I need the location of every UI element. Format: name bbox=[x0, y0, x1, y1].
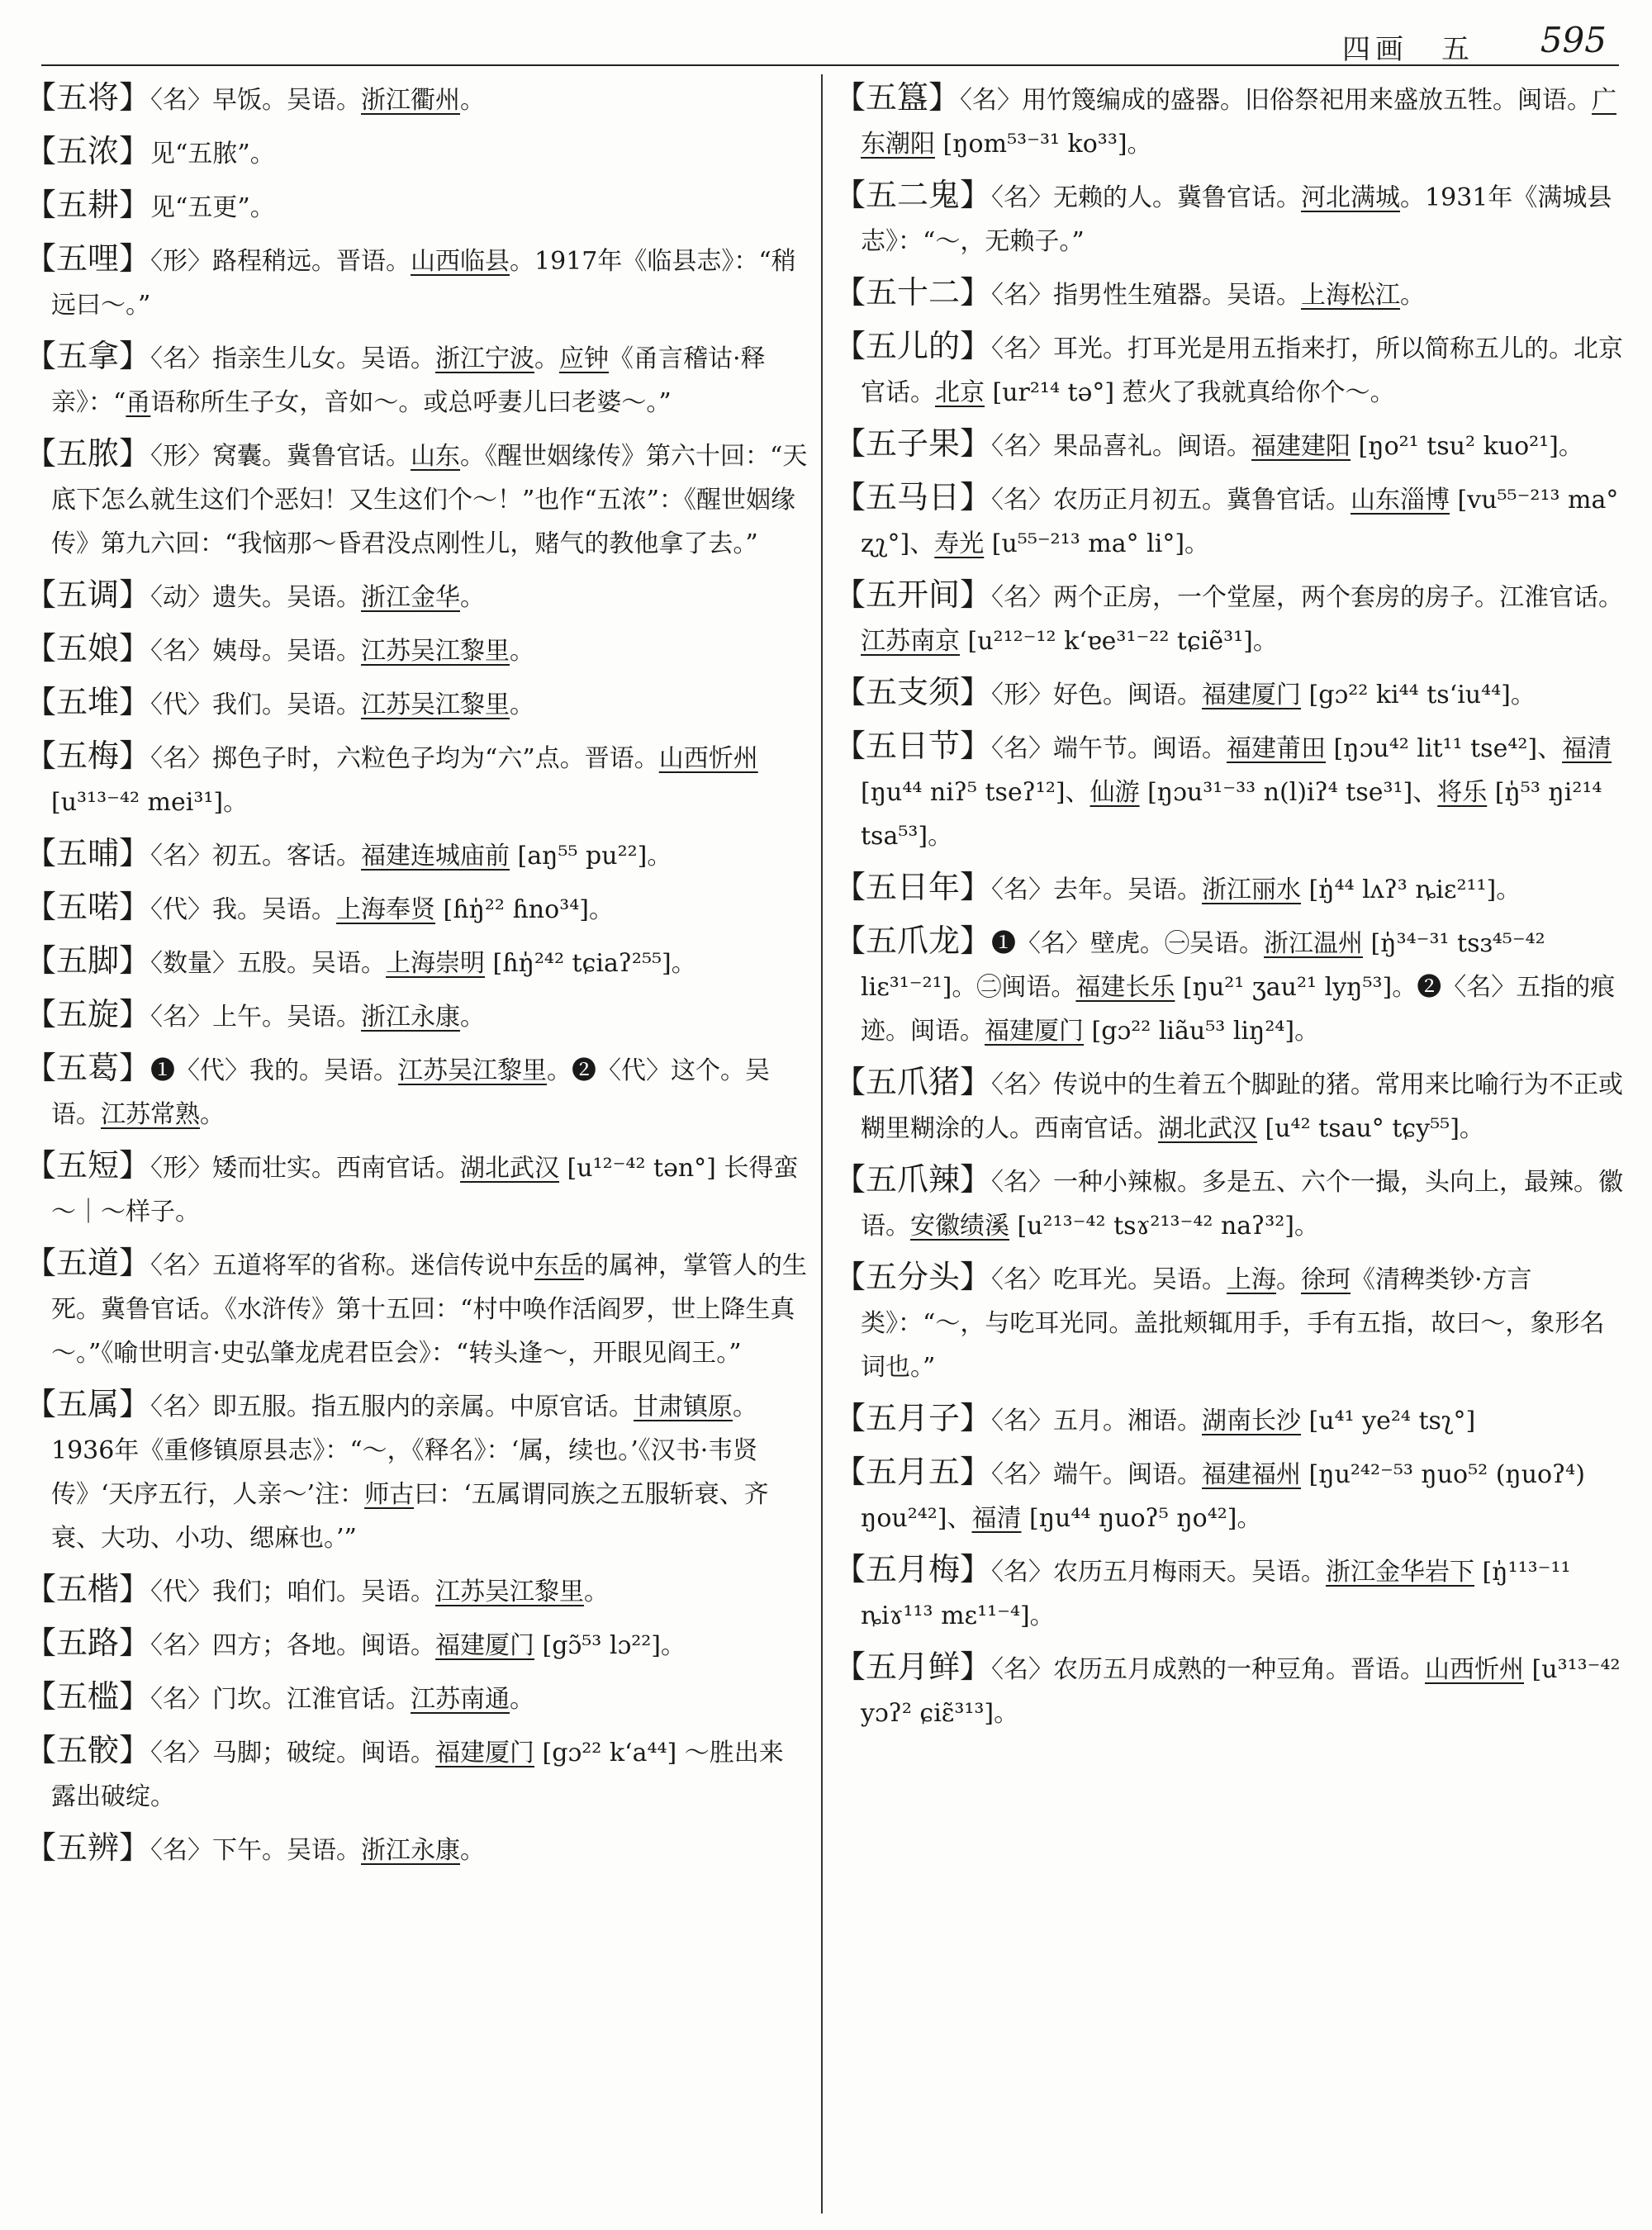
entry-definition: 〈名〉用竹篾编成的盛器。旧俗祭祀用来盛放五牲。闽语。广东潮阳 [ŋom⁵³⁻³¹ ko³³]。 bbox=[861, 86, 1617, 159]
entry-headword: 【五楷】 bbox=[25, 1571, 151, 1607]
dictionary-entry bbox=[25, 76, 808, 122]
entry-headword: 【五簋】 bbox=[834, 79, 961, 116]
entry-headword: 【五调】 bbox=[25, 576, 151, 613]
entry-headword: 【五爪猪】 bbox=[834, 1064, 992, 1100]
entry-headword: 【五辨】 bbox=[25, 1829, 151, 1866]
entry-definition: 〈代〉我们；咱们。吴语。江苏吴江黎里。 bbox=[150, 1578, 610, 1606]
entry-headword: 【五梅】 bbox=[25, 738, 151, 774]
entry-definition: 〈名〉端午节。闽语。福建莆田 [ŋɔu⁴² lit¹¹ tse⁴²]、福清 [ŋu⁴⁴ niʔ⁵ tseʔ¹²]、仙游 [ŋɔu³¹⁻³³ n(l)iʔ⁴ tse³¹]、将乐 [ŋ̍⁵³ ŋi²¹⁴ tsa⁵³]。 bbox=[861, 734, 1612, 851]
entry-definition: 〈名〉门坎。江淮官话。江苏南通。 bbox=[150, 1685, 535, 1714]
entry-definition: 〈名〉一种小辣椒。多是五、六个一撮，头向上，最辣。徽语。安徽绩溪 [u²¹³⁻⁴² tsɤ²¹³⁻⁴² naʔ³²]。 bbox=[861, 1168, 1624, 1241]
entry-headword: 【五浓】 bbox=[25, 133, 151, 169]
entry-headword: 【五日年】 bbox=[834, 869, 992, 905]
entry-headword: 【五将】 bbox=[25, 79, 151, 116]
entry-definition: 〈名〉农历五月成熟的一种豆角。晋语。山西忻州 [u³¹³⁻⁴² yɔʔ² ɕiɛ̃³¹³]。 bbox=[861, 1655, 1621, 1728]
dictionary-entry bbox=[834, 1255, 1627, 1389]
entry-definition: 〈名〉上午。吴语。浙江永康。 bbox=[150, 1003, 486, 1032]
entry-headword: 【五马日】 bbox=[834, 479, 992, 515]
entry-headword: 【五爪辣】 bbox=[834, 1161, 992, 1198]
entry-headword: 【五爪龙】 bbox=[834, 923, 992, 959]
entry-headword: 【五骹】 bbox=[25, 1732, 151, 1768]
entry-definition: 〈名〉果品喜礼。闽语。福建建阳 [ŋo²¹ tsu² kuo²¹]。 bbox=[991, 432, 1583, 461]
entry-definition: 〈代〉我们。吴语。江苏吴江黎里。 bbox=[150, 690, 535, 719]
entry-headword: 【五儿的】 bbox=[834, 328, 992, 364]
entry-headword: 【五开间】 bbox=[834, 576, 992, 613]
dictionary-entry bbox=[25, 681, 808, 727]
dictionary-entry bbox=[25, 734, 808, 824]
entry-headword: 【五支须】 bbox=[834, 674, 992, 710]
dictionary-entry bbox=[834, 325, 1627, 415]
dictionary-entry bbox=[834, 919, 1627, 1053]
dictionary-entry bbox=[834, 1060, 1627, 1151]
entry-definition: 〈动〉遗失。吴语。浙江金华。 bbox=[150, 583, 486, 612]
entry-headword: 【五二鬼】 bbox=[834, 177, 992, 213]
dictionary-entry bbox=[25, 432, 808, 566]
dictionary-entry bbox=[834, 573, 1627, 663]
entry-headword: 【五属】 bbox=[25, 1386, 151, 1422]
dictionary-entry bbox=[25, 627, 808, 673]
entry-definition: 〈名〉去年。吴语。浙江丽水 [ŋ̍⁴⁴ lʌʔ³ ȵiɛ²¹¹]。 bbox=[991, 875, 1521, 904]
entry-definition: 〈名〉早饭。吴语。浙江衢州。 bbox=[150, 86, 486, 115]
entry-definition: 〈名〉传说中的生着五个脚趾的猪。常用来比喻行为不正或糊里糊涂的人。西南官话。湖北武汉 [u⁴² tsau° tɕy⁵⁵]。 bbox=[861, 1070, 1624, 1143]
dictionary-entry bbox=[834, 1158, 1627, 1248]
dictionary-entry bbox=[25, 1675, 808, 1721]
entry-definition: 〈名〉即五服。指五服内的亲属。中原官话。甘肃镇原。1936年《重修镇原县志》：“～，《释名》：‘属，续也。’《汉书·韦贤传》‘天序五行，人亲～’注：师古曰：‘五属谓同族之五服斩衰、齐衰、大功、小功、缌麻也。’” bbox=[51, 1393, 769, 1553]
entry-headword: 【五脓】 bbox=[25, 435, 151, 472]
entry-definition: 〈名〉四方；各地。闽语。福建厦门 [gɔ̃⁵³ lɔ²²]。 bbox=[150, 1631, 686, 1660]
dictionary-entry bbox=[834, 1548, 1627, 1638]
left-column bbox=[25, 76, 808, 2230]
right-column bbox=[834, 76, 1627, 2230]
entry-headword: 【五旋】 bbox=[25, 996, 151, 1032]
dictionary-entry bbox=[834, 476, 1627, 566]
entry-headword: 【五月五】 bbox=[834, 1454, 992, 1490]
entry-definition: 〈名〉无赖的人。冀鲁官话。河北满城。1931年《满城县志》：“～，无赖子。” bbox=[861, 183, 1612, 256]
entry-definition: 〈形〉好色。闽语。福建厦门 [gɔ²² ki⁴⁴ tsʻiu⁴⁴]。 bbox=[991, 681, 1536, 709]
entry-headword: 【五晡】 bbox=[25, 835, 151, 871]
entry-headword: 【五喏】 bbox=[25, 889, 151, 925]
entry-definition: 〈形〉路程稍远。晋语。山西临县。1917年《临县志》：“稍远曰～。” bbox=[51, 247, 796, 320]
entry-definition: 〈名〉农历正月初五。冀鲁官话。山东淄博 [vu⁵⁵⁻²¹³ ma° ʐʅ°]、寿光 [u⁵⁵⁻²¹³ ma° li°]。 bbox=[861, 486, 1619, 558]
entry-definition: 〈形〉矮而壮实。西南官话。湖北武汉 [u¹²⁻⁴² tən°] 长得蛮～｜～样子。 bbox=[51, 1154, 799, 1226]
entry-headword: 【五哩】 bbox=[25, 240, 151, 277]
page-header bbox=[0, 18, 1652, 68]
dictionary-entry bbox=[834, 671, 1627, 717]
dictionary-entry bbox=[834, 866, 1627, 912]
dictionary-entry bbox=[25, 885, 808, 932]
entry-definition: 〈名〉姨母。吴语。江苏吴江黎里。 bbox=[150, 637, 535, 666]
dictionary-entry bbox=[25, 1621, 808, 1668]
dictionary-entry bbox=[25, 1568, 808, 1614]
dictionary-entry bbox=[25, 1144, 808, 1234]
dictionary-entry bbox=[834, 1397, 1627, 1443]
dictionary-entry bbox=[25, 573, 808, 619]
dictionary-entry bbox=[25, 130, 808, 176]
dictionary-entry bbox=[25, 832, 808, 878]
entry-definition: 〈名〉农历五月梅雨天。吴语。浙江金华岩下 [ŋ̍¹¹³⁻¹¹ ȵiɤ¹¹³ mɛ¹¹⁻⁴]。 bbox=[861, 1558, 1571, 1630]
entry-definition: 见“五脓”。 bbox=[150, 140, 275, 168]
entry-headword: 【五耕】 bbox=[25, 187, 151, 223]
entry-definition: 〈名〉端午。闽语。福建福州 [ŋu²⁴²⁻⁵³ ŋuo⁵² (ŋuoʔ⁴) ŋou²⁴²]、福清 [ŋu⁴⁴ ŋuoʔ⁵ ŋo⁴²]。 bbox=[861, 1460, 1585, 1533]
entry-headword: 【五分头】 bbox=[834, 1259, 992, 1295]
entry-definition: 〈代〉我。吴语。上海奉贤 [ɦŋ̍²² ɦno³⁴]。 bbox=[150, 895, 614, 924]
entry-headword: 【五短】 bbox=[25, 1147, 151, 1184]
entry-definition: ❶〈代〉我的。吴语。江苏吴江黎里。❷〈代〉这个。吴语。江苏常熟。 bbox=[51, 1056, 771, 1129]
entry-definition: 〈名〉吃耳光。吴语。上海。徐珂《清稗类钞·方言类》：“～，与吃耳光同。盖批颊辄用手，手有五指，故曰～，象形名词也。” bbox=[861, 1265, 1605, 1382]
entry-headword: 【五拿】 bbox=[25, 338, 151, 374]
entry-headword: 【五十二】 bbox=[834, 274, 992, 311]
entry-headword: 【五脚】 bbox=[25, 942, 151, 979]
entry-definition: 〈形〉窝囊。冀鲁官话。山东。《醒世姻缘传》第六十回：“天底下怎么就生这们个恶妇！又生这们个～！”也作“五浓”：《醒世姻缘传》第九六回：“我恼那～昏君没点刚性儿，赌气的教他拿了去。” bbox=[51, 442, 808, 558]
entry-definition: 〈名〉初五。客话。福建连城庙前 [aŋ⁵⁵ pu²²]。 bbox=[150, 842, 672, 871]
entry-definition: 〈名〉耳光。打耳光是用五指来打，所以简称五儿的。北京官话。北京 [ur²¹⁴ tə°] 惹火了我就真给你个～。 bbox=[861, 334, 1624, 407]
dictionary-entry bbox=[25, 1729, 808, 1819]
entry-definition: 〈名〉指男性生殖器。吴语。上海松江。 bbox=[991, 281, 1426, 310]
entry-definition: 〈数量〉五股。吴语。上海崇明 [ɦŋ̍²⁴² tɕiaʔ²⁵⁵]。 bbox=[150, 949, 696, 978]
entry-definition: 见“五更”。 bbox=[150, 193, 275, 222]
dictionary-entry bbox=[834, 724, 1627, 858]
entry-headword: 【五葛】 bbox=[25, 1050, 151, 1086]
dictionary-entry bbox=[25, 939, 808, 985]
entry-definition: 〈名〉指亲生儿女。吴语。浙江宁波。应钟《甬言稽诂·释亲》：“甬语称所生子女，音如～。或总呼妻儿曰老婆～。” bbox=[51, 344, 766, 417]
entry-headword: 【五堆】 bbox=[25, 684, 151, 720]
dictionary-entry bbox=[25, 993, 808, 1039]
dictionary-entry bbox=[834, 271, 1627, 317]
column-divider bbox=[821, 74, 823, 2213]
dictionary-entry bbox=[834, 1645, 1627, 1735]
entry-headword: 【五娘】 bbox=[25, 630, 151, 667]
entry-headword: 【五槛】 bbox=[25, 1678, 151, 1715]
section-label: 四画 五 bbox=[1342, 33, 1474, 66]
entry-definition: 〈名〉五月。湘语。湖南长沙 [u⁴¹ ye²⁴ tsʅ°] bbox=[991, 1407, 1476, 1435]
entry-headword: 【五子果】 bbox=[834, 425, 992, 462]
dictionary-entry bbox=[834, 76, 1627, 166]
dictionary-entry bbox=[834, 173, 1627, 263]
entry-definition: 〈名〉掷色子时，六粒色子均为“六”点。晋语。山西忻州 [u³¹³⁻⁴² mei³¹]。 bbox=[51, 744, 758, 817]
dictionary-entry bbox=[25, 1046, 808, 1136]
dictionary-entry bbox=[25, 334, 808, 425]
entry-headword: 【五日节】 bbox=[834, 728, 992, 764]
header-rule bbox=[41, 64, 1619, 66]
dictionary-entry bbox=[25, 1241, 808, 1375]
entry-definition: 〈名〉下午。吴语。浙江永康。 bbox=[150, 1836, 486, 1865]
dictionary-entry bbox=[25, 1826, 808, 1872]
entry-definition: 〈名〉马脚；破绽。闽语。福建厦门 [gɔ²² kʻa⁴⁴] ～胜出来露出破绽。 bbox=[51, 1739, 784, 1811]
dictionary-entry bbox=[834, 1450, 1627, 1540]
entry-headword: 【五路】 bbox=[25, 1625, 151, 1661]
entry-definition: 〈名〉五道将军的省称。迷信传说中东岳的属神，掌管人的生死。冀鲁官话。《水浒传》第十五回：“村中唤作活阎罗，世上降生真～。”《喻世明言·史弘肇龙虎君臣会》：“转头逢～，开眼见阎王。” bbox=[51, 1251, 808, 1368]
entry-definition: ❶〈名〉壁虎。㊀吴语。浙江温州 [ŋ̍³⁴⁻³¹ tsɜ⁴⁵⁻⁴² liɛ³¹⁻²¹]。㊁闽语。福建长乐 [ŋu²¹ ʒau²¹ lyŋ⁵³]。❷〈名〉五指的痕迹。闽语。福建厦门 [gɔ²² liãu⁵³ liŋ²⁴]。 bbox=[861, 929, 1616, 1046]
entry-headword: 【五月子】 bbox=[834, 1400, 992, 1436]
dictionary-entry bbox=[25, 1383, 808, 1560]
entry-definition: 〈名〉两个正房，一个堂屋，两个套房的房子。江淮官话。江苏南京 [u²¹²⁻¹² kʻɐe³¹⁻²² tɕiẽ³¹]。 bbox=[861, 583, 1624, 656]
entry-headword: 【五道】 bbox=[25, 1245, 151, 1281]
page-number: 595 bbox=[1540, 20, 1607, 60]
entry-headword: 【五月鲜】 bbox=[834, 1649, 992, 1685]
dictionary-entry bbox=[834, 422, 1627, 468]
dictionary-entry bbox=[25, 237, 808, 327]
entry-headword: 【五月梅】 bbox=[834, 1551, 992, 1587]
dictionary-entry bbox=[25, 183, 808, 230]
